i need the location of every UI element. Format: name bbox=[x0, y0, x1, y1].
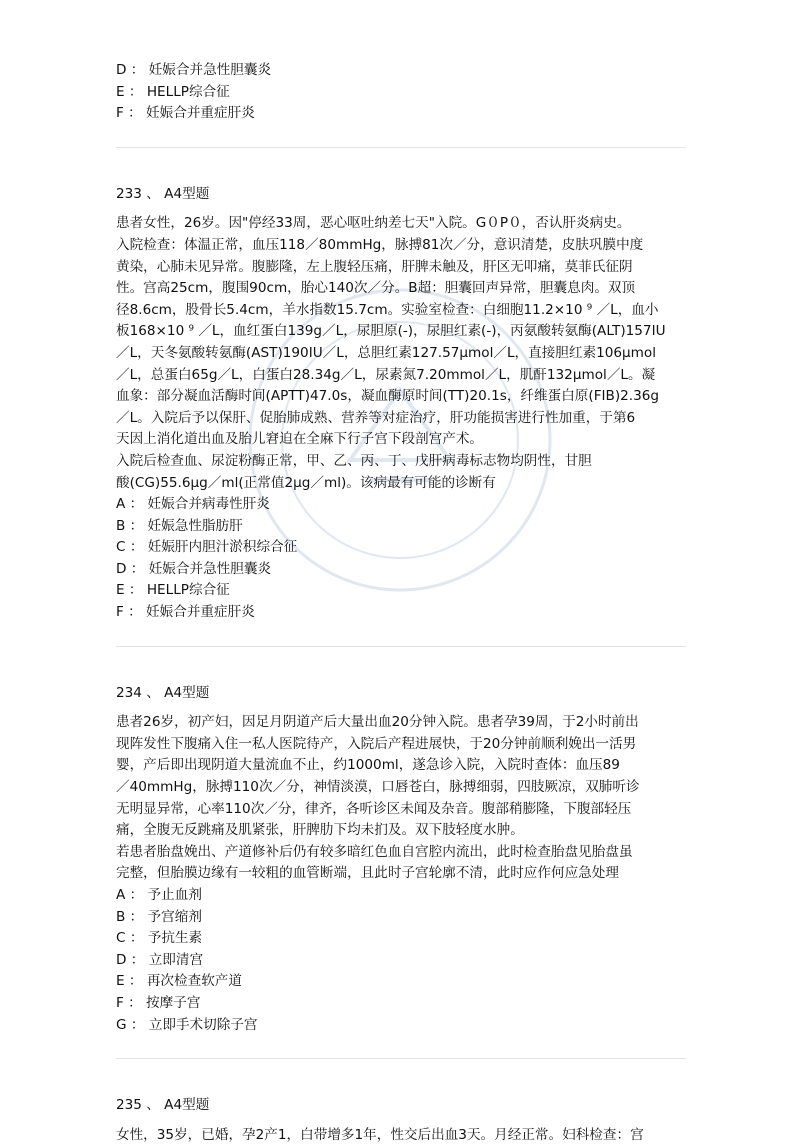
stem-line: 径8.6cm，股骨长5.4cm，羊水指数15.7cm。实验室检查：白细胞11.2×10 ⁹ ／L，血小 bbox=[116, 301, 659, 318]
stem-line: ／L，总蛋白65g／L，白蛋白28.34g／L，尿素氮7.20mmol／L，肌酐132μmol／L。凝 bbox=[116, 366, 656, 383]
option-item: D ： 妊娠合并急性胆囊炎 bbox=[116, 62, 272, 78]
option-item: D ： 立即清宫 bbox=[116, 951, 204, 968]
question-header: 233 、 A4型题 bbox=[116, 185, 210, 202]
option-item: C ： 予抗生素 bbox=[116, 930, 203, 947]
stem-line: 女性，35岁，已婚，孕2产1，白带增多1年，性交后出血3天。月经正常。妇科检查：宫 bbox=[116, 1126, 644, 1143]
stem-line: ／L，天冬氨酸转氨酶(AST)190IU／L，总胆红素127.57μmol／L，直接胆红素106μmol bbox=[116, 344, 657, 361]
section-divider bbox=[116, 1058, 686, 1059]
stem-line: 酸(CG)55.6μg／ml(正常值2μg／ml)。该病最有可能的诊断有 bbox=[116, 474, 496, 491]
top-options bbox=[116, 60, 686, 125]
option-item: B ： 予宫缩剂 bbox=[116, 908, 202, 925]
stem-line: 性。宫高25cm，腹围90cm，胎心140次／分。B超：胆囊回声异常，胆囊息肉。双顶 bbox=[116, 280, 636, 297]
question-234 bbox=[116, 683, 686, 1037]
question-233 bbox=[116, 184, 686, 624]
option-item: D ： 妊娠合并急性胆囊炎 bbox=[116, 560, 272, 577]
option-item: F ： 妊娠合并重症肝炎 bbox=[116, 105, 255, 122]
stem-line: 患者女性，26岁。因"停经33周，恶心呕吐纳差七天"入院。G０P０，否认肝炎病史。 bbox=[116, 215, 631, 232]
option-item: G ： 立即手术切除子宫 bbox=[116, 1016, 258, 1033]
stem-line: 若患者胎盘娩出、产道修补后仍有较多暗红色血自宫腔内流出，此时检查胎盘见胎盘虽 bbox=[116, 843, 633, 860]
question-options bbox=[116, 885, 686, 1036]
option-item: E ： HELLP综合征 bbox=[116, 83, 230, 100]
stem-line: 入院后检查血、尿淀粉酶正常，甲、乙、丙、丁、戊肝病毒标志物均阴性，甘胆 bbox=[116, 452, 592, 469]
stem-line: 血象：部分凝血活酶时间(APTT)47.0s，凝血酶原时间(TT)20.1s，纤维蛋白原(FIB)2.36g bbox=[116, 388, 660, 405]
option-item: B ： 妊娠急性脂肪肝 bbox=[116, 517, 243, 534]
option-item: E ： 再次检查软产道 bbox=[116, 973, 242, 990]
question-header: 235 、 A4型题 bbox=[116, 1097, 210, 1114]
stem-line: ／40mmHg，脉搏110次／分，神情淡漠，口唇苍白，脉搏细弱，四肢厥凉，双肺听诊 bbox=[116, 779, 640, 796]
stem-line: 天因上消化道出血及胎儿窘迫在全麻下行子宫下段剖宫产术。 bbox=[116, 431, 484, 448]
section-divider bbox=[116, 646, 686, 647]
stem-line: ／L。入院后予以保肝、促胎肺成熟、营养等对症治疗，肝功能损害进行性加重，于第6 bbox=[116, 409, 636, 426]
stem-line: 现阵发性下腹痛入住一私人医院待产，入院后产程进展快，于20分钟前顺利娩出一活男 bbox=[116, 735, 637, 752]
option-item: C ： 妊娠肝内胆汁淤积综合征 bbox=[116, 539, 298, 556]
stem-line: 患者26岁，初产妇，因足月阴道产后大量出血20分钟入院。患者孕39周，于2小时前出 bbox=[116, 714, 639, 731]
stem-line: 入院检查：体温正常，血压118／80mmHg，脉搏81次／分，意识清楚，皮肤巩膜中度 bbox=[116, 236, 644, 253]
question-235 bbox=[116, 1095, 686, 1146]
option-item: F ： 按摩子宫 bbox=[116, 994, 201, 1011]
stem-line: 痛，全腹无反跳痛及肌紧张，肝脾肋下均未扪及。双下肢轻度水肿。 bbox=[116, 822, 524, 839]
option-item: A ： 予止血剂 bbox=[116, 887, 202, 903]
stem-line: 无明显异常，心率110次／分，律齐，各听诊区未闻及杂音。腹部稍膨隆，下腹部轻压 bbox=[116, 800, 632, 817]
option-item: A ： 妊娠合并病毒性肝炎 bbox=[116, 496, 270, 513]
stem-line: 板168×10 ⁹ ／L，血红蛋白139g／L，尿胆原(-)，尿胆红素(-)，丙氨酸转氨酶(ALT)157IU bbox=[116, 323, 666, 340]
document-content bbox=[116, 60, 686, 1146]
stem-line: 婴，产后即出现阴道大量流血不止，约1000ml，遂急诊入院，入院时查体：血压89 bbox=[116, 757, 620, 774]
stem-line: 完整，但胎膜边缘有一较粗的血管断端，且此时子宫轮廓不清，此时应作何应急处理 bbox=[116, 865, 619, 882]
question-stem bbox=[116, 213, 686, 494]
question-header: 234 、 A4型题 bbox=[116, 684, 210, 701]
question-stem bbox=[116, 1125, 686, 1146]
option-item: F ： 妊娠合并重症肝炎 bbox=[116, 604, 255, 621]
question-stem bbox=[116, 712, 686, 885]
question-options bbox=[116, 494, 686, 624]
stem-line: 黄染，心肺未见异常。腹膨隆，左上腹轻压痛，肝脾未触及，肝区无叩痛，莫菲氏征阴 bbox=[116, 258, 633, 275]
option-item: E ： HELLP综合征 bbox=[116, 582, 230, 599]
section-divider bbox=[116, 147, 686, 148]
